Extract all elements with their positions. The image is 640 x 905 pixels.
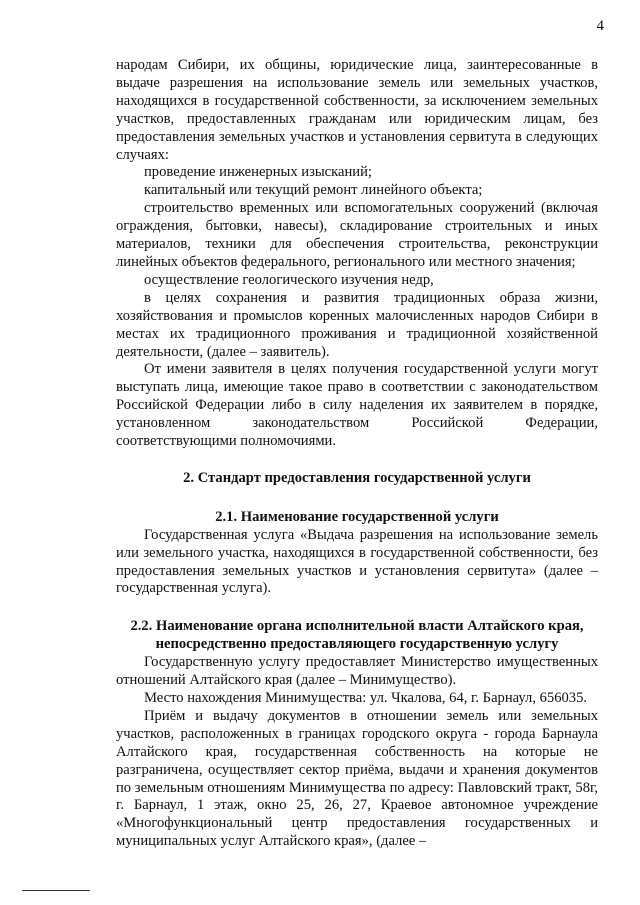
representative-paragraph: От имени заявителя в целях получения государственной услуги могут выступать лица, имеющие такое право в соответствии с законодательством Российской Федерации либо в силу наделения их заявителем в порядке, установленном законодательством Российской Федерации, соответствующими полномочиями. xyxy=(116,361,598,450)
case-item: проведение инженерных изысканий; xyxy=(144,164,372,181)
page-number: 4 xyxy=(596,18,604,34)
subsection-2-1-heading: 2.1. Наименование государственной услуги xyxy=(215,508,499,525)
document-body xyxy=(116,57,598,851)
case-item: в целях сохранения и развития традиционных образа жизни, хозяйствования и промыслов коренных малочисленных народов Сибири в местах их традиционного проживания и традиционной хозяйственной деятельности, (далее – заявитель). xyxy=(116,289,598,360)
subsection-2-2-heading: 2.2. Наименование органа исполнительной власти Алтайского края, непосредственно предоставляющего государственную услугу xyxy=(130,618,584,653)
case-item: осуществление геологического изучения недр, xyxy=(144,271,434,288)
subsection-2-2-text-2: Место нахождения Минимущества: ул. Чкалова, 64, г. Барнаул, 656035. xyxy=(144,690,588,706)
section-2-heading: 2. Стандарт предоставления государственной услуги xyxy=(183,469,531,486)
case-item: строительство временных или вспомогательных сооружений (включая ограждения, бытовки, навесы), складирование строительных и иных материалов, техники для обеспечения строительства, реконструкции линейных объектов федерального, регионального или местного значения; xyxy=(116,200,598,270)
footnote-divider xyxy=(22,890,90,891)
subsection-2-2-text-3: Приём и выдачу документов в отношении земель или земельных участков, расположенных в границах городского округа - города Барнаула Алтайского края, государственная собственность на которые не разграничена, осуществляет сектор приёма, выдачи и хранения документов по земельным отношениям Минимущества по адресу: Павловский тракт, 58г, г. Барнаул, 1 этаж, окно 25, 26, 27, Краевое автономное учреждение «Многофункциональный центр предоставления государственных и муниципальных услуг Алтайского края», (далее – xyxy=(116,707,598,850)
subsection-2-1-text: Государственная услуга «Выдача разрешения на использование земель или земельного участка, находящихся в государственной собственности, без предоставления земельных участков и установления сервитута» (далее – государственная услуга). xyxy=(116,526,598,597)
subsection-2-2-text-1: Государственную услугу предоставляет Министерство имущественных отношений Алтайского края (далее – Минимущество). xyxy=(116,654,598,689)
case-item: капитальный или текущий ремонт линейного объекта; xyxy=(144,182,483,199)
intro-paragraph: народам Сибири, их общины, юридические лица, заинтересованные в выдаче разрешения на использование земель или земельных участков, находящихся в государственной собственности, за исключением земельных участков, предоставленных гражданам или юридическим лицам, без предоставления земельных участков и установления сервитута в следующих случаях: xyxy=(116,57,598,163)
